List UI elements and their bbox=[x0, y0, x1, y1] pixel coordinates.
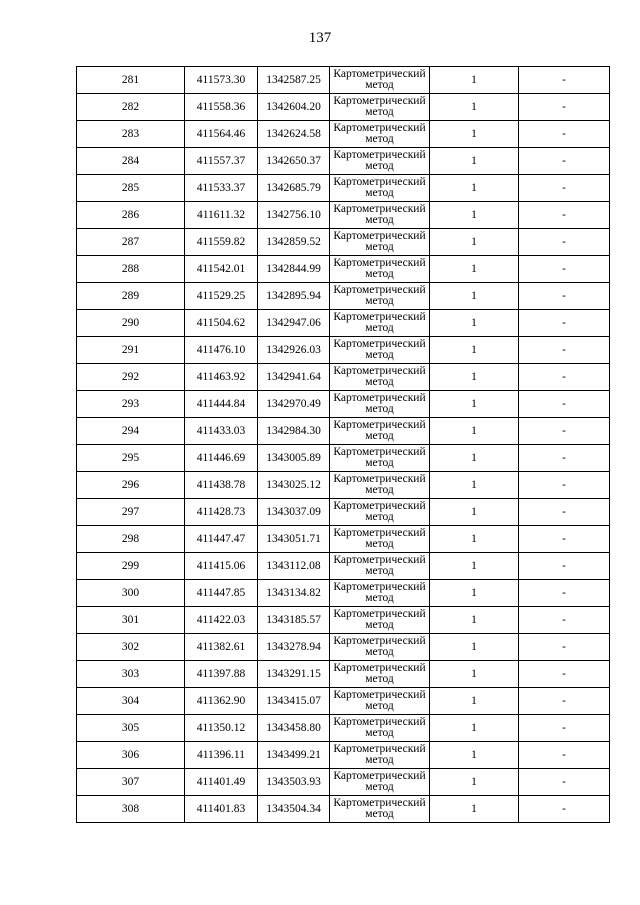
method-cell bbox=[330, 769, 430, 796]
method-label-line2: метод bbox=[365, 241, 394, 253]
point-number-cell: 285 bbox=[77, 175, 185, 202]
note-cell: - bbox=[519, 364, 610, 391]
accuracy-cell: 1 bbox=[430, 742, 519, 769]
accuracy-cell: 1 bbox=[430, 499, 519, 526]
method-label-line1: Картометрический bbox=[333, 365, 426, 377]
x-coordinate-cell: 411397.88 bbox=[185, 661, 258, 688]
point-number-cell: 296 bbox=[77, 472, 185, 499]
accuracy-cell: 1 bbox=[430, 553, 519, 580]
method-label-line2: метод bbox=[365, 592, 394, 604]
y-coordinate-cell: 1342947.06 bbox=[258, 310, 330, 337]
y-coordinate-cell: 1342604.20 bbox=[258, 94, 330, 121]
method-label-line1: Картометрический bbox=[333, 689, 426, 701]
method-label-line1: Картометрический bbox=[333, 662, 426, 674]
x-coordinate-cell: 411401.49 bbox=[185, 769, 258, 796]
method-cell bbox=[330, 445, 430, 472]
method-cell bbox=[330, 715, 430, 742]
note-cell: - bbox=[519, 202, 610, 229]
method-label-line1: Картометрический bbox=[333, 95, 426, 107]
method-cell bbox=[330, 742, 430, 769]
method-label-line1: Картометрический bbox=[333, 527, 426, 539]
note-cell: - bbox=[519, 175, 610, 202]
accuracy-cell: 1 bbox=[430, 607, 519, 634]
y-coordinate-cell: 1343005.89 bbox=[258, 445, 330, 472]
method-cell bbox=[330, 175, 430, 202]
note-cell: - bbox=[519, 769, 610, 796]
x-coordinate-cell: 411557.37 bbox=[185, 148, 258, 175]
accuracy-cell: 1 bbox=[430, 229, 519, 256]
method-label-line1: Картометрический bbox=[333, 68, 426, 80]
y-coordinate-cell: 1342926.03 bbox=[258, 337, 330, 364]
x-coordinate-cell: 411433.03 bbox=[185, 418, 258, 445]
table-row bbox=[77, 796, 610, 823]
method-label-line1: Картометрический bbox=[333, 500, 426, 512]
point-number-cell: 284 bbox=[77, 148, 185, 175]
accuracy-cell: 1 bbox=[430, 796, 519, 823]
accuracy-cell: 1 bbox=[430, 661, 519, 688]
method-label-line1: Картометрический bbox=[333, 554, 426, 566]
table-row bbox=[77, 715, 610, 742]
method-cell bbox=[330, 121, 430, 148]
x-coordinate-cell: 411542.01 bbox=[185, 256, 258, 283]
point-number-cell: 286 bbox=[77, 202, 185, 229]
method-cell bbox=[330, 391, 430, 418]
method-label-line2: метод bbox=[365, 727, 394, 739]
method-label-line2: метод bbox=[365, 484, 394, 496]
method-cell bbox=[330, 526, 430, 553]
method-cell bbox=[330, 418, 430, 445]
x-coordinate-cell: 411444.84 bbox=[185, 391, 258, 418]
note-cell: - bbox=[519, 310, 610, 337]
method-label-line1: Картометрический bbox=[333, 797, 426, 809]
method-cell bbox=[330, 499, 430, 526]
table-row bbox=[77, 67, 610, 94]
y-coordinate-cell: 1343278.94 bbox=[258, 634, 330, 661]
y-coordinate-cell: 1342984.30 bbox=[258, 418, 330, 445]
method-label-line1: Картометрический bbox=[333, 446, 426, 458]
point-number-cell: 301 bbox=[77, 607, 185, 634]
accuracy-cell: 1 bbox=[430, 580, 519, 607]
method-label-line1: Картометрический bbox=[333, 149, 426, 161]
method-label-line2: метод bbox=[365, 214, 394, 226]
accuracy-cell: 1 bbox=[430, 94, 519, 121]
point-number-cell: 288 bbox=[77, 256, 185, 283]
y-coordinate-cell: 1343037.09 bbox=[258, 499, 330, 526]
x-coordinate-cell: 411533.37 bbox=[185, 175, 258, 202]
x-coordinate-cell: 411396.11 bbox=[185, 742, 258, 769]
y-coordinate-cell: 1343185.57 bbox=[258, 607, 330, 634]
method-label-line2: метод bbox=[365, 754, 394, 766]
method-cell bbox=[330, 202, 430, 229]
table-row bbox=[77, 634, 610, 661]
note-cell: - bbox=[519, 148, 610, 175]
method-label-line1: Картометрический bbox=[333, 122, 426, 134]
method-label-line1: Картометрический bbox=[333, 338, 426, 350]
table-row bbox=[77, 445, 610, 472]
note-cell: - bbox=[519, 796, 610, 823]
point-number-cell: 293 bbox=[77, 391, 185, 418]
method-label-line2: метод bbox=[365, 295, 394, 307]
point-number-cell: 294 bbox=[77, 418, 185, 445]
note-cell: - bbox=[519, 499, 610, 526]
y-coordinate-cell: 1342587.25 bbox=[258, 67, 330, 94]
accuracy-cell: 1 bbox=[430, 337, 519, 364]
y-coordinate-cell: 1343504.34 bbox=[258, 796, 330, 823]
point-number-cell: 305 bbox=[77, 715, 185, 742]
accuracy-cell: 1 bbox=[430, 526, 519, 553]
accuracy-cell: 1 bbox=[430, 715, 519, 742]
method-label-line1: Картометрический bbox=[333, 770, 426, 782]
point-number-cell: 308 bbox=[77, 796, 185, 823]
table-row bbox=[77, 499, 610, 526]
method-label-line1: Картометрический bbox=[333, 581, 426, 593]
method-label-line2: метод bbox=[365, 781, 394, 793]
point-number-cell: 307 bbox=[77, 769, 185, 796]
accuracy-cell: 1 bbox=[430, 391, 519, 418]
point-number-cell: 289 bbox=[77, 283, 185, 310]
accuracy-cell: 1 bbox=[430, 688, 519, 715]
accuracy-cell: 1 bbox=[430, 472, 519, 499]
accuracy-cell: 1 bbox=[430, 121, 519, 148]
x-coordinate-cell: 411446.69 bbox=[185, 445, 258, 472]
method-label-line2: метод bbox=[365, 187, 394, 199]
table-row bbox=[77, 148, 610, 175]
method-label-line1: Картометрический bbox=[333, 419, 426, 431]
note-cell: - bbox=[519, 634, 610, 661]
table-row bbox=[77, 526, 610, 553]
table-row bbox=[77, 661, 610, 688]
table-row bbox=[77, 283, 610, 310]
method-cell bbox=[330, 364, 430, 391]
y-coordinate-cell: 1343499.21 bbox=[258, 742, 330, 769]
method-label-line2: метод bbox=[365, 79, 394, 91]
point-number-cell: 302 bbox=[77, 634, 185, 661]
method-label-line2: метод bbox=[365, 376, 394, 388]
note-cell: - bbox=[519, 121, 610, 148]
note-cell: - bbox=[519, 607, 610, 634]
point-number-cell: 303 bbox=[77, 661, 185, 688]
method-label-line2: метод bbox=[365, 349, 394, 361]
method-cell bbox=[330, 472, 430, 499]
x-coordinate-cell: 411447.85 bbox=[185, 580, 258, 607]
method-cell bbox=[330, 148, 430, 175]
x-coordinate-cell: 411611.32 bbox=[185, 202, 258, 229]
y-coordinate-cell: 1343051.71 bbox=[258, 526, 330, 553]
point-number-cell: 281 bbox=[77, 67, 185, 94]
y-coordinate-cell: 1343458.80 bbox=[258, 715, 330, 742]
point-number-cell: 291 bbox=[77, 337, 185, 364]
table-row bbox=[77, 607, 610, 634]
table-row bbox=[77, 553, 610, 580]
x-coordinate-cell: 411350.12 bbox=[185, 715, 258, 742]
method-label-line2: метод bbox=[365, 511, 394, 523]
point-number-cell: 290 bbox=[77, 310, 185, 337]
accuracy-cell: 1 bbox=[430, 310, 519, 337]
method-label-line1: Картометрический bbox=[333, 203, 426, 215]
method-label-line1: Картометрический bbox=[333, 716, 426, 728]
note-cell: - bbox=[519, 283, 610, 310]
note-cell: - bbox=[519, 472, 610, 499]
method-label-line1: Картометрический bbox=[333, 176, 426, 188]
y-coordinate-cell: 1342844.99 bbox=[258, 256, 330, 283]
method-cell bbox=[330, 661, 430, 688]
method-label-line2: метод bbox=[365, 268, 394, 280]
x-coordinate-cell: 411559.82 bbox=[185, 229, 258, 256]
x-coordinate-cell: 411362.90 bbox=[185, 688, 258, 715]
method-label-line2: метод bbox=[365, 646, 394, 658]
note-cell: - bbox=[519, 526, 610, 553]
x-coordinate-cell: 411382.61 bbox=[185, 634, 258, 661]
method-label-line1: Картометрический bbox=[333, 743, 426, 755]
method-label-line2: метод bbox=[365, 457, 394, 469]
table-row bbox=[77, 202, 610, 229]
method-label-line2: метод bbox=[365, 565, 394, 577]
accuracy-cell: 1 bbox=[430, 202, 519, 229]
table-row bbox=[77, 742, 610, 769]
table-row bbox=[77, 418, 610, 445]
point-number-cell: 306 bbox=[77, 742, 185, 769]
method-label-line2: метод bbox=[365, 403, 394, 415]
note-cell: - bbox=[519, 445, 610, 472]
y-coordinate-cell: 1342650.37 bbox=[258, 148, 330, 175]
x-coordinate-cell: 411573.30 bbox=[185, 67, 258, 94]
table-row bbox=[77, 121, 610, 148]
note-cell: - bbox=[519, 553, 610, 580]
note-cell: - bbox=[519, 256, 610, 283]
note-cell: - bbox=[519, 391, 610, 418]
method-cell bbox=[330, 229, 430, 256]
point-number-cell: 304 bbox=[77, 688, 185, 715]
y-coordinate-cell: 1342685.79 bbox=[258, 175, 330, 202]
x-coordinate-cell: 411447.47 bbox=[185, 526, 258, 553]
y-coordinate-cell: 1343503.93 bbox=[258, 769, 330, 796]
x-coordinate-cell: 411476.10 bbox=[185, 337, 258, 364]
y-coordinate-cell: 1343415.07 bbox=[258, 688, 330, 715]
y-coordinate-cell: 1342859.52 bbox=[258, 229, 330, 256]
point-number-cell: 300 bbox=[77, 580, 185, 607]
method-cell bbox=[330, 310, 430, 337]
note-cell: - bbox=[519, 661, 610, 688]
table-row bbox=[77, 175, 610, 202]
x-coordinate-cell: 411564.46 bbox=[185, 121, 258, 148]
y-coordinate-cell: 1343134.82 bbox=[258, 580, 330, 607]
y-coordinate-cell: 1342624.58 bbox=[258, 121, 330, 148]
table-row bbox=[77, 337, 610, 364]
method-cell bbox=[330, 796, 430, 823]
note-cell: - bbox=[519, 229, 610, 256]
method-cell bbox=[330, 94, 430, 121]
table-row bbox=[77, 310, 610, 337]
accuracy-cell: 1 bbox=[430, 418, 519, 445]
point-number-cell: 297 bbox=[77, 499, 185, 526]
table-row bbox=[77, 229, 610, 256]
x-coordinate-cell: 411504.62 bbox=[185, 310, 258, 337]
point-number-cell: 282 bbox=[77, 94, 185, 121]
accuracy-cell: 1 bbox=[430, 634, 519, 661]
x-coordinate-cell: 411415.06 bbox=[185, 553, 258, 580]
note-cell: - bbox=[519, 715, 610, 742]
method-label-line1: Картометрический bbox=[333, 473, 426, 485]
method-label-line2: метод bbox=[365, 808, 394, 820]
accuracy-cell: 1 bbox=[430, 283, 519, 310]
y-coordinate-cell: 1342895.94 bbox=[258, 283, 330, 310]
accuracy-cell: 1 bbox=[430, 67, 519, 94]
x-coordinate-cell: 411428.73 bbox=[185, 499, 258, 526]
method-label-line1: Картометрический bbox=[333, 230, 426, 242]
y-coordinate-cell: 1343112.08 bbox=[258, 553, 330, 580]
accuracy-cell: 1 bbox=[430, 148, 519, 175]
x-coordinate-cell: 411438.78 bbox=[185, 472, 258, 499]
method-label-line2: метод bbox=[365, 322, 394, 334]
method-cell bbox=[330, 688, 430, 715]
accuracy-cell: 1 bbox=[430, 445, 519, 472]
table-row bbox=[77, 688, 610, 715]
coordinates-table bbox=[76, 66, 610, 823]
y-coordinate-cell: 1342756.10 bbox=[258, 202, 330, 229]
method-cell bbox=[330, 607, 430, 634]
accuracy-cell: 1 bbox=[430, 175, 519, 202]
method-cell bbox=[330, 67, 430, 94]
note-cell: - bbox=[519, 94, 610, 121]
page-number: 137 bbox=[308, 30, 332, 46]
accuracy-cell: 1 bbox=[430, 256, 519, 283]
method-cell bbox=[330, 283, 430, 310]
table-row bbox=[77, 94, 610, 121]
accuracy-cell: 1 bbox=[430, 769, 519, 796]
method-label-line2: метод bbox=[365, 538, 394, 550]
method-label-line1: Картометрический bbox=[333, 311, 426, 323]
method-label-line2: метод bbox=[365, 673, 394, 685]
note-cell: - bbox=[519, 418, 610, 445]
x-coordinate-cell: 411463.92 bbox=[185, 364, 258, 391]
note-cell: - bbox=[519, 337, 610, 364]
table-row bbox=[77, 472, 610, 499]
method-label-line2: метод bbox=[365, 619, 394, 631]
method-cell bbox=[330, 337, 430, 364]
point-number-cell: 299 bbox=[77, 553, 185, 580]
method-label-line1: Картометрический bbox=[333, 635, 426, 647]
table-row bbox=[77, 256, 610, 283]
note-cell: - bbox=[519, 67, 610, 94]
method-label-line2: метод bbox=[365, 160, 394, 172]
point-number-cell: 283 bbox=[77, 121, 185, 148]
y-coordinate-cell: 1343291.15 bbox=[258, 661, 330, 688]
y-coordinate-cell: 1343025.12 bbox=[258, 472, 330, 499]
method-label-line2: метод bbox=[365, 430, 394, 442]
point-number-cell: 295 bbox=[77, 445, 185, 472]
note-cell: - bbox=[519, 688, 610, 715]
x-coordinate-cell: 411422.03 bbox=[185, 607, 258, 634]
method-cell bbox=[330, 256, 430, 283]
method-label-line1: Картометрический bbox=[333, 608, 426, 620]
point-number-cell: 287 bbox=[77, 229, 185, 256]
y-coordinate-cell: 1342970.49 bbox=[258, 391, 330, 418]
point-number-cell: 292 bbox=[77, 364, 185, 391]
x-coordinate-cell: 411558.36 bbox=[185, 94, 258, 121]
table-row bbox=[77, 580, 610, 607]
accuracy-cell: 1 bbox=[430, 364, 519, 391]
method-label-line1: Картометрический bbox=[333, 392, 426, 404]
method-label-line2: метод bbox=[365, 700, 394, 712]
method-cell bbox=[330, 580, 430, 607]
x-coordinate-cell: 411529.25 bbox=[185, 283, 258, 310]
table-row bbox=[77, 391, 610, 418]
x-coordinate-cell: 411401.83 bbox=[185, 796, 258, 823]
table-row bbox=[77, 769, 610, 796]
y-coordinate-cell: 1342941.64 bbox=[258, 364, 330, 391]
method-label-line2: метод bbox=[365, 133, 394, 145]
table-row bbox=[77, 364, 610, 391]
method-label-line1: Картометрический bbox=[333, 284, 426, 296]
method-cell bbox=[330, 634, 430, 661]
point-number-cell: 298 bbox=[77, 526, 185, 553]
method-label-line1: Картометрический bbox=[333, 257, 426, 269]
method-label-line2: метод bbox=[365, 106, 394, 118]
note-cell: - bbox=[519, 742, 610, 769]
note-cell: - bbox=[519, 580, 610, 607]
method-cell bbox=[330, 553, 430, 580]
